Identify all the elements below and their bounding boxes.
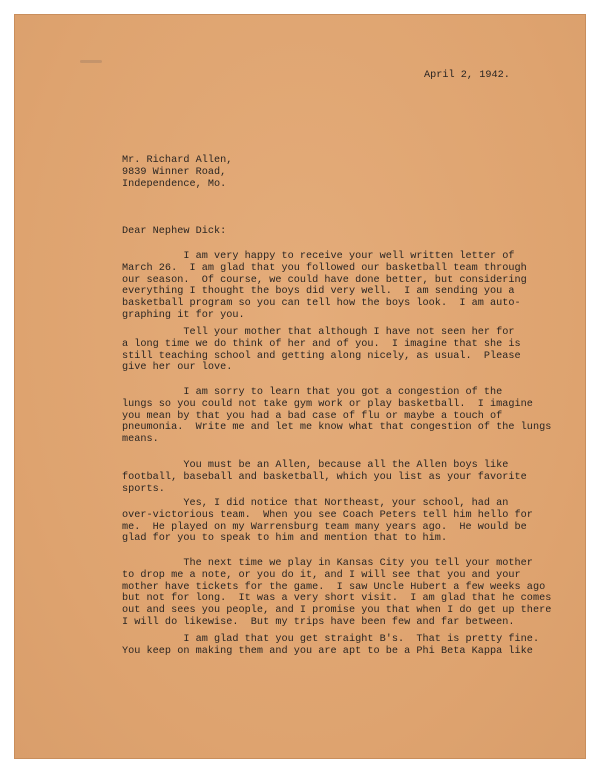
letter-date: April 2, 1942.: [424, 70, 510, 81]
text-line: lungs so you could not take gym work or play basketball. I imagine: [122, 398, 533, 410]
paragraph-5: [122, 498, 533, 545]
text-line: give her our love.: [122, 362, 233, 374]
text-line: still teaching school and getting along nicely, as usual. Please: [122, 350, 521, 362]
text-line: to drop me a note, or you do it, and I will see that you and your: [122, 569, 521, 581]
address-line: 9839 Winner Road,: [122, 166, 227, 178]
paper-smudge: [80, 60, 102, 63]
paragraph-7: [122, 634, 539, 658]
text-line: you mean by that you had a bad case of flu or maybe a touch of: [122, 410, 503, 422]
text-line: I will do likewise. But my trips have been few and far between.: [122, 616, 515, 628]
text-line: a long time we do think of her and of you. I imagine that she is: [122, 338, 521, 350]
text-line: The next time we play in Kansas City you tell your mother: [122, 558, 533, 569]
text-line: but not for long. It was a very short visit. I am glad that he comes: [122, 593, 552, 605]
paragraph-3: [122, 387, 551, 446]
text-line: sports.: [122, 483, 165, 495]
text-line: You must be an Allen, because all the Allen boys like: [122, 460, 509, 471]
paragraph-2: [122, 327, 521, 374]
text-line: means.: [122, 434, 159, 446]
text-line: everything I thought the boys did very well. I am sending you a: [122, 286, 515, 298]
text-line: me. He played on my Warrensburg team many years ago. He would be: [122, 521, 527, 533]
text-line: You keep on making them and you are apt to be a Phi Beta Kappa like: [122, 645, 533, 657]
text-line: over-victorious team. When you see Coach Peters tell him hello for: [122, 509, 533, 521]
text-line: pneumonia. Write me and let me know what that congestion of the lungs: [122, 422, 552, 434]
text-line: mother have tickets for the game. I saw Uncle Hubert a few weeks ago: [122, 581, 546, 593]
recipient-address: [122, 155, 232, 190]
text-line: I am sorry to learn that you got a congestion of the: [122, 387, 503, 398]
text-line: out and sees you people, and I promise you that when I do get up there: [122, 605, 552, 617]
text-line: basketball program so you can tell how the boys look. I am auto-: [122, 298, 521, 310]
text-line: March 26. I am glad that you followed our basketball team through: [122, 262, 527, 274]
text-line: Tell your mother that although I have not seen her for: [122, 327, 515, 338]
text-line: football, baseball and basketball, which you list as your favorite: [122, 471, 527, 483]
paragraph-6: [122, 558, 551, 629]
paragraph-4: [122, 460, 527, 495]
paragraph-1: [122, 251, 527, 322]
salutation: Dear Nephew Dick:: [122, 226, 227, 237]
text-line: glad for you to speak to him and mention that to him.: [122, 533, 448, 545]
text-line: I am glad that you get straight B's. That is pretty fine.: [122, 634, 540, 645]
letter-page: [14, 14, 586, 759]
text-line: our season. Of course, we could have done better, but considering: [122, 274, 527, 286]
text-line: graphing it for you.: [122, 309, 245, 321]
address-line: Independence, Mo.: [122, 178, 227, 190]
text-line: I am very happy to receive your well written letter of: [122, 251, 515, 262]
text-line: Yes, I did notice that Northeast, your school, had an: [122, 498, 509, 509]
address-line: Mr. Richard Allen,: [122, 155, 233, 166]
